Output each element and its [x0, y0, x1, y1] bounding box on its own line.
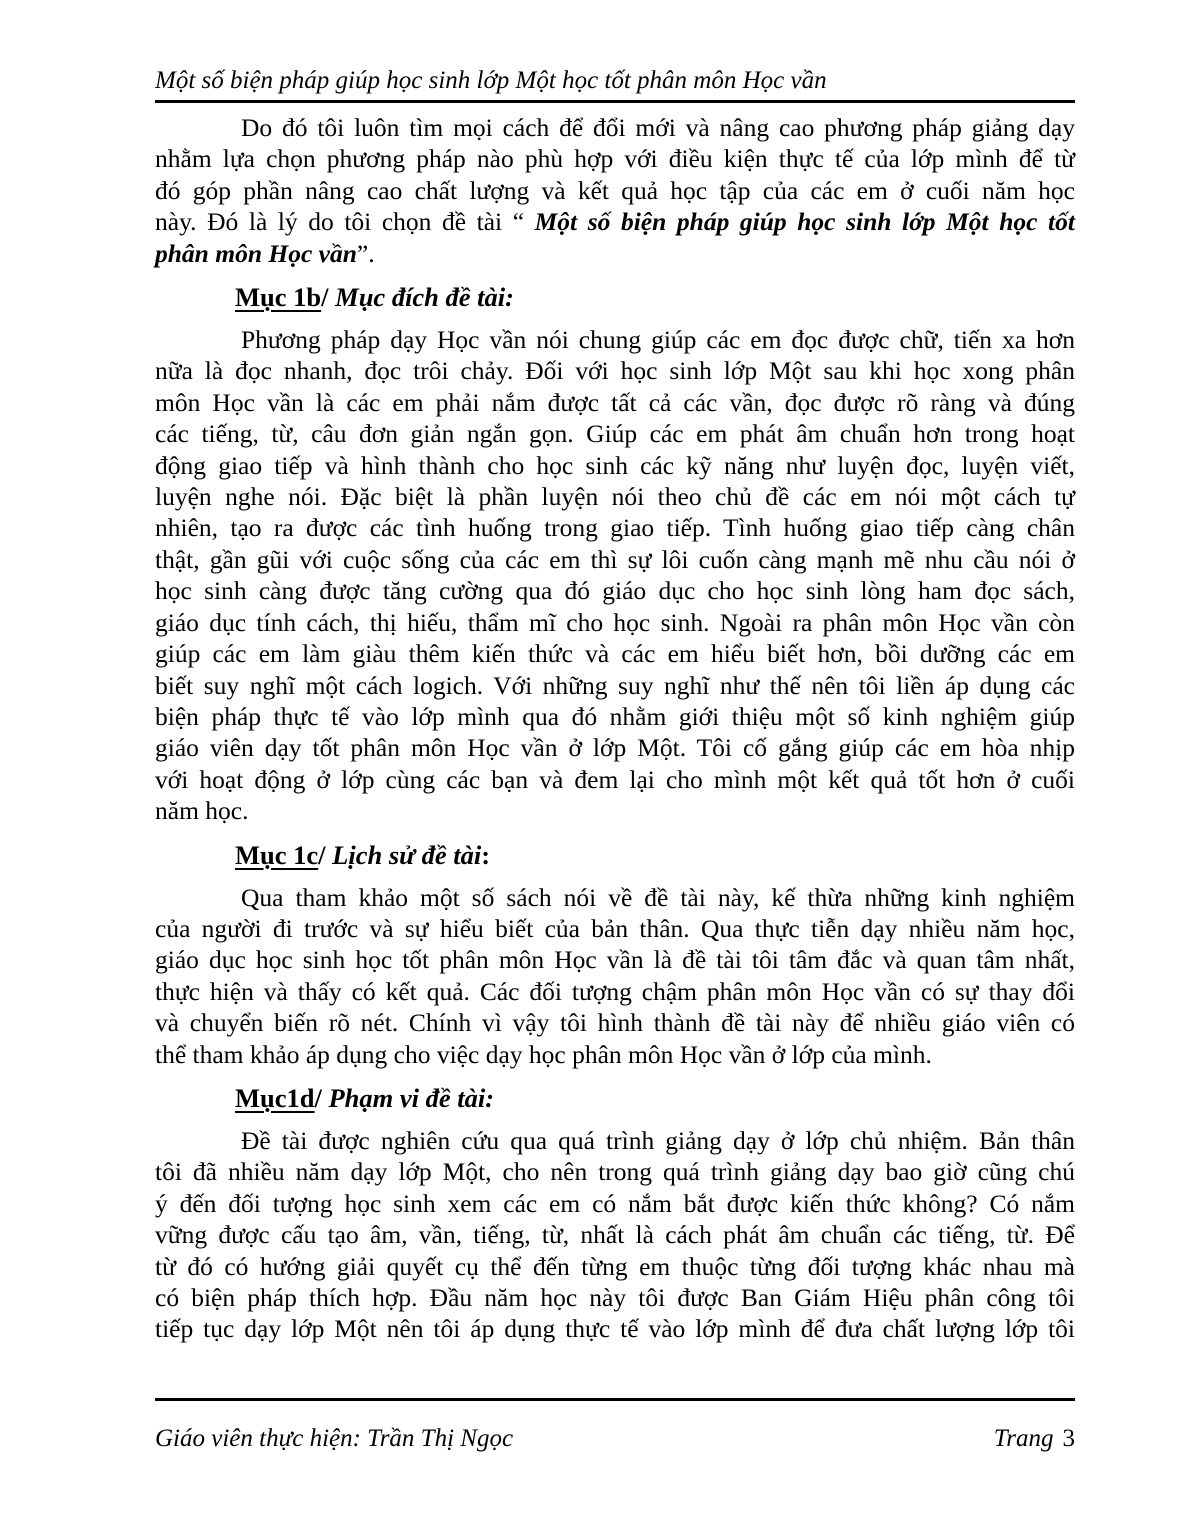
- section-heading: [235, 839, 1075, 872]
- text-run: tiếp tục dạy lớp Một nên tôi áp dụng thực tế vào lớp mình để đưa chất lượng lớp tôi: [155, 1314, 1075, 1344]
- section-heading: [235, 281, 1075, 314]
- footer-row: [155, 1401, 1075, 1453]
- text-run: ”.: [356, 238, 375, 268]
- text-line: [155, 607, 1075, 638]
- text-run: giúp các em làm giàu thêm kiến thức và các em hiểu biết hơn, bồi dưỡng các em: [155, 639, 1075, 669]
- text-line: [155, 481, 1075, 512]
- text-line: [155, 206, 1075, 237]
- text-line: [155, 1313, 1075, 1344]
- text-run: biết suy nghĩ một cách logich. Với những suy nghĩ như thế nên tôi liền áp dụng các: [155, 670, 1075, 700]
- text-run: giáo viên dạy tốt phân môn Học vần ở lớp Một. Tôi cố gắng giúp các em hòa nhịp: [155, 733, 1075, 763]
- text-line: [155, 238, 1075, 269]
- emphasis-text: Lịch sử đề tài: [332, 839, 482, 870]
- emphasis-text: Mục đích đề tài:: [335, 282, 514, 313]
- heading-label: Mục 1c: [235, 839, 319, 870]
- text-run: /: [314, 1082, 329, 1113]
- text-line: [155, 1251, 1075, 1282]
- text-run: các tiếng, từ, câu đơn giản ngắn gọn. Giúp các em phát âm chuẩn hơn trong hoạt: [155, 419, 1075, 449]
- section-heading: [235, 1082, 1075, 1115]
- text-line: [155, 1188, 1075, 1219]
- text-line: [155, 944, 1075, 975]
- text-run: với hoạt động ở lớp cùng các bạn và đem lại cho mình một kết quả tốt hơn ở cuối: [155, 764, 1075, 794]
- text-line: [155, 418, 1075, 449]
- text-run: của người đi trước và sự hiểu biết của bản thân. Qua thực tiễn dạy nhiều năm học,: [155, 913, 1075, 943]
- text-line: [155, 1039, 1075, 1070]
- heading-label: Mục1d: [235, 1082, 315, 1113]
- emphasis-text: phân môn Học vần: [155, 238, 357, 268]
- text-run: giáo dục học sinh học tốt phân môn Học vần là đề tài tôi tâm đắc và quan tâm nhất,: [155, 945, 1075, 975]
- text-run: nhiên, tạo ra được các tình huống trong giao tiếp. Tình huống giao tiếp càng chân: [155, 513, 1075, 543]
- text-line: [155, 795, 1075, 826]
- page-header: [155, 66, 1075, 103]
- text-run: Qua tham khảo một số sách nói về đề tài này, kế thừa những kinh nghiệm: [241, 882, 1075, 912]
- text-line: [155, 638, 1075, 669]
- text-run: nhằm lựa chọn phương pháp nào phù hợp với điều kiện thực tế của lớp mình để từ: [155, 144, 1075, 174]
- text-line: [155, 355, 1075, 386]
- text-line: [155, 512, 1075, 543]
- text-run: và chuyển biến rõ nét. Chính vì vậy tôi hình thành đề tài này để nhiều giáo viên có: [155, 1008, 1075, 1038]
- text-run: /: [321, 282, 336, 313]
- text-run: có biện pháp thích hợp. Đầu năm học này tôi được Ban Giám Hiệu phân công tôi: [155, 1283, 1075, 1312]
- text-line: [155, 1156, 1075, 1187]
- footer-page: [994, 1425, 1075, 1453]
- text-run: ý đến đối tượng học sinh xem các em có nắm bắt được kiến thức không? Có nắm: [155, 1188, 1075, 1218]
- text-line: [155, 701, 1075, 732]
- text-line: [155, 112, 1075, 143]
- emphasis-text: Phạm vi đề tài:: [328, 1082, 495, 1113]
- text-run: môn Học vần là các em phải nắm được tất cả các vần, đọc được rõ ràng và đúng: [155, 387, 1075, 417]
- footer-author: Giáo viên thực hiện: Trần Thị Ngọc: [155, 1425, 514, 1452]
- text-line: [155, 575, 1075, 606]
- text-run: từ đó có hướng giải quyết cụ thể đến từng em thuộc từng đối tượng khác nhau mà: [155, 1251, 1075, 1281]
- paragraph: [155, 1125, 1075, 1345]
- footer-page-label: Trang: [993, 1425, 1054, 1452]
- header-rule: [155, 100, 1075, 103]
- footer-page-number: 3: [1062, 1425, 1075, 1452]
- text-run: luyện nghe nói. Đặc biệt là phần luyện nói theo chủ đề các em nói một cách tự: [155, 482, 1075, 512]
- text-run: thực hiện và thấy có kết quả. Các đối tượng chậm phân môn Học vần có sự thay đổi: [155, 976, 1075, 1006]
- text-line: [155, 976, 1075, 1007]
- text-line: [155, 450, 1075, 481]
- text-line: [155, 324, 1075, 355]
- paragraph: [155, 324, 1075, 827]
- text-line: [155, 764, 1075, 795]
- text-run: vững được cấu tạo âm, vần, tiếng, từ, nhất là cách phát âm chuẩn các tiếng, từ. Để: [155, 1220, 1075, 1250]
- text-line: [155, 913, 1075, 944]
- text-run: nữa là đọc nhanh, đọc trôi chảy. Đối với học sinh lớp Một sau khi học xong phân: [155, 356, 1075, 386]
- heading-label: Mục 1b: [235, 282, 322, 313]
- text-line: [155, 732, 1075, 763]
- text-run: thể tham khảo áp dụng cho việc dạy học phân môn Học vần ở lớp của mình.: [155, 1039, 932, 1069]
- text-run: động giao tiếp và hình thành cho học sinh các kỹ năng như luyện đọc, luyện viết,: [155, 450, 1075, 480]
- text-line: [155, 1007, 1075, 1038]
- page-footer: [155, 1398, 1075, 1453]
- text-line: [155, 1219, 1075, 1250]
- text-run: này. Đó là lý do tôi chọn đề tài “: [155, 207, 535, 237]
- text-line: [155, 544, 1075, 575]
- text-run: Phương pháp dạy Học vần nói chung giúp các em đọc được chữ, tiến xa hơn: [241, 325, 1075, 355]
- text-run: Đề tài được nghiên cứu qua quá trình giảng dạy ở lớp chủ nhiệm. Bản thân: [241, 1125, 1075, 1155]
- text-line: [155, 670, 1075, 701]
- text-run: :: [481, 839, 491, 870]
- text-run: biện pháp thực tế vào lớp mình qua đó nhằm giới thiệu một số kinh nghiệm giúp: [155, 701, 1075, 731]
- text-run: năm học.: [155, 796, 249, 826]
- text-run: Do đó tôi luôn tìm mọi cách để đổi mới và nâng cao phương pháp giảng dạy: [241, 113, 1075, 142]
- text-line: [155, 1282, 1075, 1313]
- paragraph: [155, 882, 1075, 1070]
- text-line: [155, 882, 1075, 913]
- text-line: [155, 1125, 1075, 1156]
- text-run: tôi đã nhiều năm dạy lớp Một, cho nên trong quá trình giảng dạy bao giờ cũng chú: [155, 1157, 1075, 1187]
- emphasis-text: Một số biện pháp giúp học sinh lớp Một học tốt: [534, 207, 1075, 237]
- text-line: [155, 387, 1075, 418]
- document-body: [155, 112, 1075, 1345]
- text-line: [155, 143, 1075, 174]
- running-head-title: Một số biện pháp giúp học sinh lớp Một học tốt phân môn Học vần: [155, 67, 827, 94]
- paragraph: [155, 112, 1075, 269]
- text-run: giáo dục tính cách, thị hiếu, thẩm mĩ cho học sinh. Ngoài ra phân môn Học vần còn: [155, 607, 1075, 637]
- text-line: [155, 175, 1075, 206]
- text-run: /: [318, 839, 333, 870]
- text-run: học sinh càng được tăng cường qua đó giáo dục cho học sinh lòng ham đọc sách,: [155, 576, 1075, 606]
- text-run: đó góp phần nâng cao chất lượng và kết quả học tập của các em ở cuối năm học: [155, 175, 1075, 205]
- text-run: thật, gần gũi với cuộc sống của các em thì sự lôi cuốn càng mạnh mẽ nhu cầu nói ở: [155, 544, 1075, 574]
